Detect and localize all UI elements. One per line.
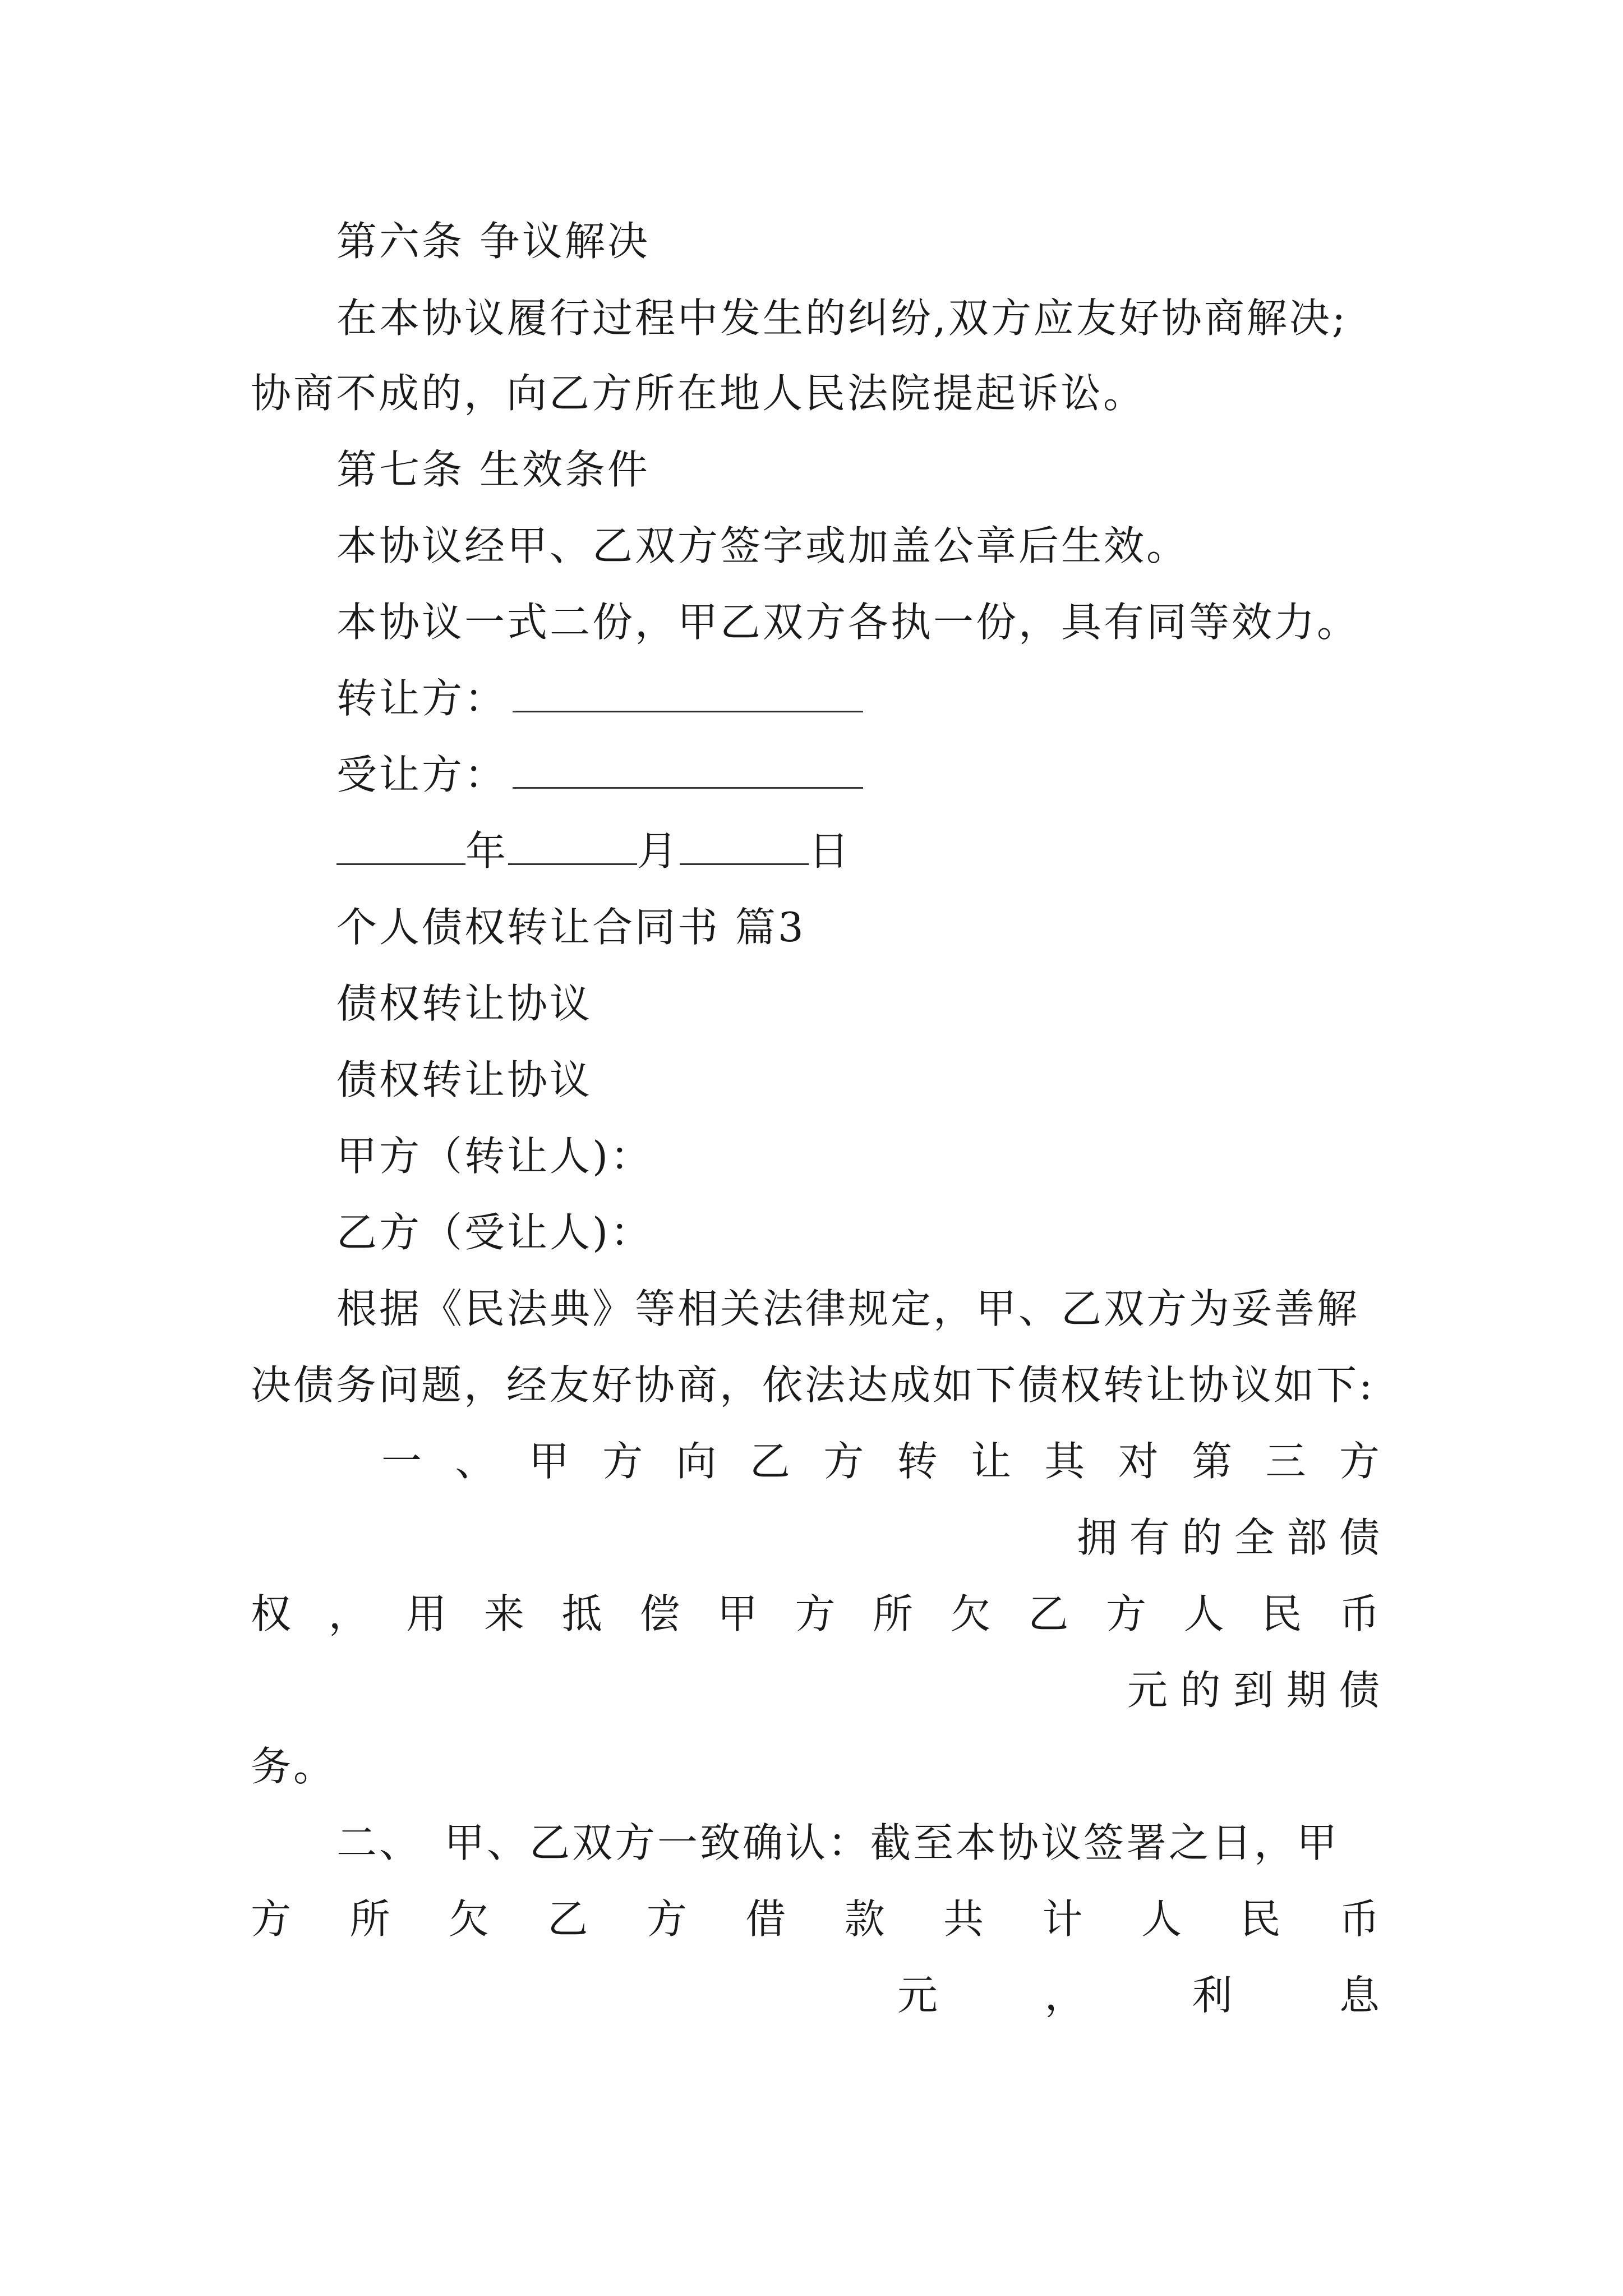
spaced-char: 人 (1141, 1895, 1182, 1943)
spaced-char: 的 (1182, 1514, 1223, 1561)
transferee-label: 受让方： (336, 751, 508, 798)
spaced-char: 有 (1129, 1514, 1170, 1561)
clause1-line4 (1127, 1665, 1380, 1715)
spaced-char: 抵 (561, 1590, 602, 1637)
day-blank (680, 829, 809, 865)
party-a-label: 甲方（转让人)： (336, 1133, 653, 1180)
spaced-char: 一 (381, 1438, 422, 1485)
spaced-char: 所 (349, 1895, 390, 1943)
spaced-char: 部 (1287, 1514, 1327, 1561)
spaced-char: 甲 (528, 1438, 569, 1485)
spaced-char: 人 (1183, 1590, 1224, 1637)
date-line (336, 826, 851, 876)
article6-paragraph-line2: 协商不成的，向乙方所在地人民法院提起诉讼。 (251, 370, 1146, 417)
transferor-blank (513, 676, 863, 712)
spaced-char: 计 (1042, 1895, 1083, 1943)
party-b-label: 乙方（受让人)： (336, 1209, 653, 1256)
spaced-char: 三 (1265, 1438, 1306, 1485)
spaced-char: 债 (1339, 1514, 1380, 1561)
spaced-char: 共 (943, 1895, 984, 1943)
spaced-char: 方 (602, 1438, 643, 1485)
spaced-char: 向 (676, 1438, 717, 1485)
clause1-line5: 务。 (251, 1743, 336, 1790)
spaced-char: 拥 (1077, 1514, 1118, 1561)
section3-heading: 个人债权转让合同书 篇3 (336, 904, 806, 951)
spaced-char: 欠 (448, 1895, 489, 1943)
spaced-char: 、 (455, 1438, 496, 1485)
spaced-char: 期 (1286, 1667, 1327, 1714)
spaced-char: 转 (897, 1438, 938, 1485)
transferee-signature-line (336, 749, 863, 800)
section3-subtitle2: 债权转让协议 (336, 1056, 593, 1103)
clause1-line2 (1077, 1512, 1380, 1563)
article6-title: 第六条 争议解决 (336, 218, 650, 265)
intro-line2: 决债务问题，经友好协商，依法达成如下债权转让协议如下: (251, 1361, 1375, 1409)
spaced-char: 方 (795, 1590, 836, 1637)
spaced-char: 权 (251, 1590, 292, 1637)
spaced-char: 用 (406, 1590, 447, 1637)
spaced-char: 让 (971, 1438, 1012, 1485)
article7-paragraph-line2: 本协议一式二份，甲乙双方各执一份，具有同等效力。 (336, 599, 1360, 646)
clause2-line3 (897, 1970, 1380, 2021)
spaced-char: 对 (1118, 1438, 1159, 1485)
spaced-char: 来 (483, 1590, 524, 1637)
year-label: 年 (465, 827, 509, 875)
spaced-char: 的 (1180, 1667, 1221, 1714)
spaced-char: 第 (1192, 1438, 1233, 1485)
spaced-char: 民 (1261, 1590, 1302, 1637)
spaced-char: 方 (1106, 1590, 1147, 1637)
clause2-line1: 二、 甲、乙双方一致确认：截至本协议签署之日，甲 (336, 1819, 1340, 1866)
spaced-char: 方 (1339, 1438, 1380, 1485)
spaced-char: 全 (1234, 1514, 1275, 1561)
spaced-char: 乙 (547, 1895, 588, 1943)
spaced-char: 利 (1192, 1972, 1233, 2019)
article6-paragraph-line1: 在本协议履行过程中发生的纠纷,双方应友好协商解决; (336, 295, 1348, 342)
spaced-char: 债 (1339, 1667, 1380, 1714)
section3-subtitle1: 债权转让协议 (336, 980, 593, 1027)
spaced-char: 元 (897, 1972, 938, 2019)
spaced-char: 息 (1339, 1972, 1380, 2019)
clause1-line1 (381, 1436, 1380, 1487)
year-blank (336, 829, 465, 865)
spaced-char: 元 (1127, 1667, 1168, 1714)
spaced-char: 币 (1339, 1895, 1380, 1943)
month-blank (508, 829, 637, 865)
article7-paragraph-line1: 本协议经甲、乙双方签字或加盖公章后生效。 (336, 522, 1189, 569)
transferee-blank (513, 752, 863, 789)
spaced-char: 借 (745, 1895, 786, 1943)
spaced-char: 民 (1240, 1895, 1281, 1943)
spaced-char: 乙 (749, 1438, 790, 1485)
day-label: 日 (809, 827, 852, 875)
spaced-char: 方 (823, 1438, 864, 1485)
spaced-char: 款 (844, 1895, 885, 1943)
spaced-char: 到 (1233, 1667, 1274, 1714)
intro-line1: 根据《民法典》等相关法律规定，甲、乙双方为妥善解 (336, 1285, 1360, 1332)
spaced-char: 乙 (1028, 1590, 1069, 1637)
spaced-char: ， (328, 1590, 369, 1637)
month-label: 月 (637, 827, 680, 875)
spaced-char: 其 (1044, 1438, 1085, 1485)
clause1-line3 (251, 1589, 1380, 1639)
spaced-char: ， (1044, 1972, 1085, 2019)
spaced-char: 偿 (639, 1590, 680, 1637)
spaced-char: 所 (873, 1590, 914, 1637)
spaced-char: 币 (1339, 1590, 1380, 1637)
spaced-char: 甲 (717, 1590, 758, 1637)
article7-title: 第七条 生效条件 (336, 446, 650, 493)
spaced-char: 方 (251, 1895, 292, 1943)
transferor-signature-line (336, 673, 863, 724)
spaced-char: 方 (646, 1895, 687, 1943)
clause2-line2 (251, 1894, 1380, 1944)
transferor-label: 转让方： (336, 675, 508, 722)
spaced-char: 欠 (950, 1590, 991, 1637)
